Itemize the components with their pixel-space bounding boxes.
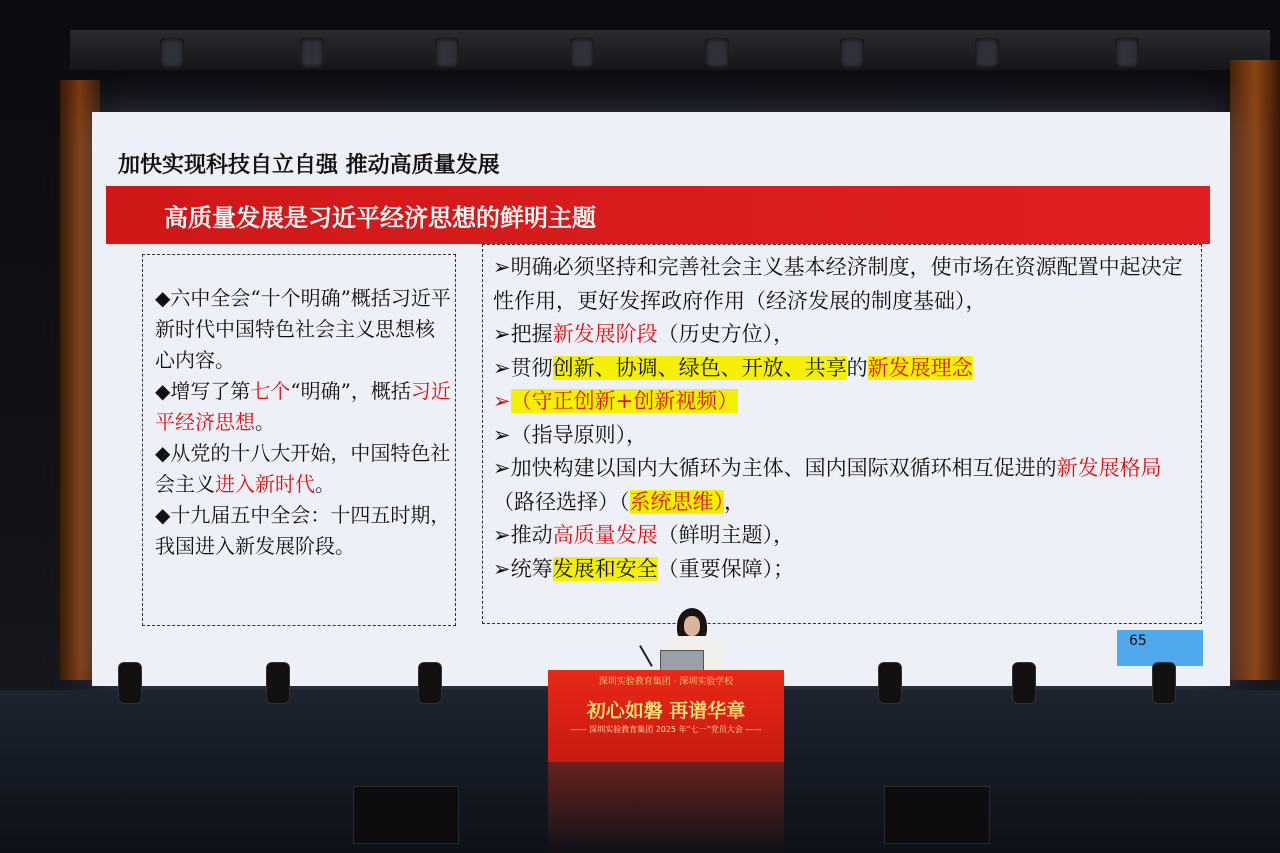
right-line-4: ➢（守正创新+创新视频） bbox=[493, 389, 739, 413]
stage-spotlight bbox=[300, 38, 324, 68]
right-text-box bbox=[482, 244, 1202, 624]
stage-spotlight bbox=[705, 38, 729, 68]
left-point-1: ◆六中全会“十个明确”概括习近平新时代中国特色社会主义思想核心内容。 bbox=[155, 286, 451, 372]
floor-light bbox=[1152, 662, 1176, 704]
right-line-1: ➢明确必须坚持和完善社会主义基本经济制度，使市场在资源配置中起决定性作用，更好发挥政府作用（经济发展的制度基础）， bbox=[493, 255, 1183, 313]
podium-subtitle: —— 深圳实验教育集团 2025 年“七一”党员大会 —— bbox=[570, 725, 762, 734]
floor-light bbox=[118, 662, 142, 704]
curtain-right bbox=[1230, 60, 1280, 680]
stage-spotlight bbox=[975, 38, 999, 68]
right-line-2: ➢把握新发展阶段（历史方位）， bbox=[493, 322, 795, 346]
floor-light bbox=[418, 662, 442, 704]
left-text bbox=[155, 283, 451, 562]
right-line-5: ➢（指导原则）， bbox=[493, 422, 648, 447]
floor-light bbox=[878, 662, 902, 704]
page-number-badge: 65 bbox=[1117, 630, 1203, 666]
slide-header: 加快实现科技自立自强 推动高质量发展 bbox=[118, 153, 500, 178]
stage-spotlight bbox=[570, 38, 594, 68]
projection-screen bbox=[92, 112, 1230, 686]
stage-monitor-speaker bbox=[353, 786, 459, 844]
band-title: 高质量发展是习近平经济思想的鲜明主题 bbox=[164, 204, 596, 232]
right-line-8: ➢统筹发展和安全（重要保障）； bbox=[493, 556, 795, 581]
left-text-box bbox=[142, 254, 456, 626]
right-line-3: ➢贯彻创新、协调、绿色、开放、共享的新发展理念 bbox=[493, 355, 973, 380]
stage-spotlight bbox=[840, 38, 864, 68]
stage-spotlight bbox=[160, 38, 184, 68]
right-line-7: ➢推动高质量发展（鲜明主题）， bbox=[493, 523, 795, 547]
left-point-3: ◆从党的十八大开始，中国特色社会主义进入新时代。 bbox=[155, 441, 451, 496]
left-point-4: ◆十九届五中全会：十四五时期，我国进入新发展阶段。 bbox=[155, 503, 451, 558]
podium-logos: 深圳实验教育集团 · 深圳实验学校 bbox=[598, 677, 734, 687]
title-band bbox=[106, 186, 1210, 244]
lighting-truss bbox=[70, 30, 1270, 70]
floor-light bbox=[266, 662, 290, 704]
podium-reflection bbox=[548, 762, 784, 853]
right-line-6: ➢加快构建以国内大循环为主体、国内国际双循环相互促进的新发展格局（路径选择）（系统思维）， bbox=[493, 456, 1162, 514]
stage-spotlight bbox=[435, 38, 459, 68]
podium-title: 初心如磐 再谱华章 bbox=[586, 700, 746, 722]
speaker-face bbox=[684, 616, 700, 636]
right-text bbox=[493, 251, 1193, 586]
stage-spotlight bbox=[1115, 38, 1139, 68]
podium bbox=[548, 670, 784, 762]
stage-monitor-speaker bbox=[884, 786, 990, 844]
left-point-2: ◆增写了第七个“明确”，概括习近平经济思想。 bbox=[155, 379, 451, 434]
floor-light bbox=[1012, 662, 1036, 704]
